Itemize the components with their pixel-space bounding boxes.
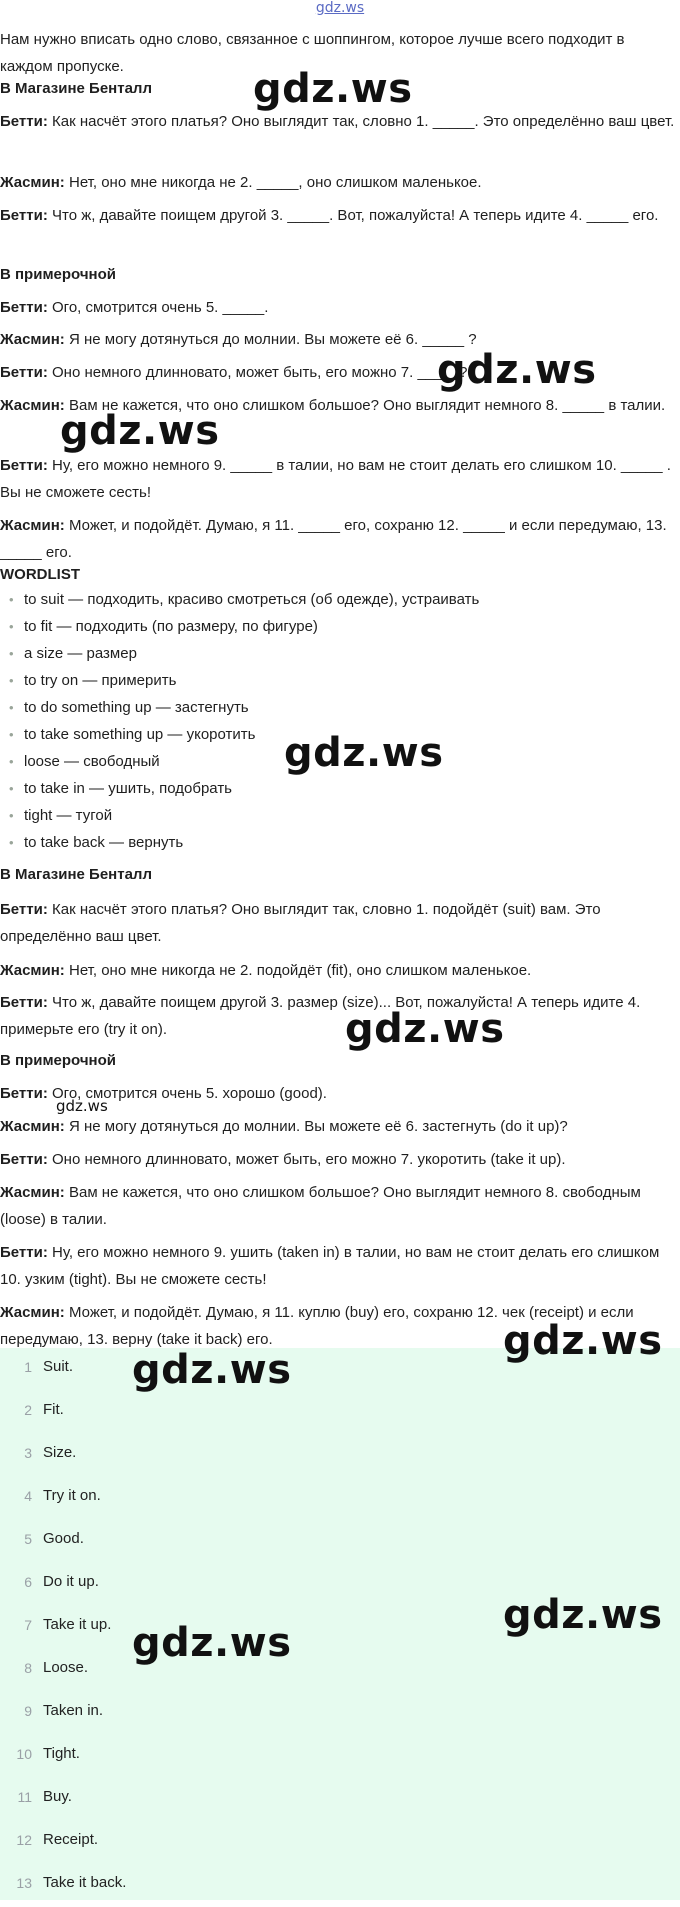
- answer-number: 10: [16, 1746, 32, 1762]
- answer-number: 9: [24, 1703, 32, 1719]
- answer-text: Take it up.: [43, 1616, 112, 1633]
- task-line: [0, 169, 676, 196]
- speaker-name: Бетти:: [0, 994, 48, 1011]
- answer-number: 4: [24, 1488, 32, 1504]
- watermark: gdz.ws: [253, 66, 413, 112]
- watermark: gdz.ws: [503, 1592, 663, 1638]
- line-text: Как насчёт этого платья? Оно выглядит так, словно 1. подойдёт (suit) вам. Это определённо ваш цвет.: [0, 901, 601, 945]
- task-line: [0, 108, 676, 135]
- speaker-name: Бетти:: [0, 1151, 48, 1168]
- answer-text: Suit.: [43, 1358, 74, 1375]
- solution-line: [0, 989, 676, 1043]
- speaker-name: Жасмин:: [0, 962, 65, 979]
- wordlist-item: • to suit — подходить, красиво смотреться (об одежде), устраивать: [0, 586, 680, 613]
- solution-line: [0, 896, 676, 950]
- line-text: Как насчёт этого платья? Оно выглядит так, словно 1. _____. Это определённо ваш цвет.: [47, 113, 675, 130]
- task-line: [0, 452, 676, 506]
- answer-text: Good.: [43, 1530, 84, 1547]
- speaker-name: Жасмин:: [0, 397, 65, 414]
- answer-text: Receipt.: [43, 1831, 99, 1848]
- answer-text: Loose.: [43, 1659, 89, 1676]
- speaker-name: Жасмин:: [0, 1304, 65, 1321]
- answer-text: Do it up.: [43, 1573, 99, 1590]
- line-text: Что ж, давайте поищем другой 3. размер (size)... Вот, пожалуйста! А теперь идите 4. примерьте его (try it on).: [0, 994, 641, 1038]
- speaker-name: Бетти:: [0, 299, 48, 316]
- watermark: gdz.ws: [132, 1620, 292, 1666]
- wordlist-item: • to fit — подходить (по размеру, по фигуре): [0, 613, 680, 640]
- watermark: gdz.ws: [60, 408, 220, 454]
- line-text: Я не могу дотянуться до молнии. Вы можете её 6. застегнуть (do it up)?: [64, 1118, 568, 1135]
- solution-line: [0, 1113, 676, 1140]
- answer-text: Try it on.: [43, 1487, 101, 1504]
- line-text: Что ж, давайте поищем другой 3. _____. Вот, пожалуйста! А теперь идите 4. _____ его.: [47, 207, 659, 224]
- watermark-small: gdz.ws: [56, 1097, 108, 1115]
- speaker-name: Жасмин:: [0, 1118, 65, 1135]
- answer-item: [0, 1391, 680, 1434]
- solution-line: [0, 1146, 676, 1173]
- line-text: Может, и подойдёт. Думаю, я 11. куплю (buy) его, сохраню 12. чек (receipt) и если передумаю, 13. верну (take it back) его.: [0, 1304, 634, 1348]
- answer-text: Take it back.: [43, 1874, 127, 1891]
- line-text: Может, и подойдёт. Думаю, я 11. _____ его, сохраню 12. _____ и если передумаю, 13. _____ его.: [0, 517, 667, 561]
- watermark: gdz.ws: [345, 1006, 505, 1052]
- answer-item: [0, 1649, 680, 1692]
- watermark: gdz.ws: [437, 347, 597, 393]
- task-line: [0, 512, 676, 566]
- wordlist-item: • tight — тугой: [0, 802, 680, 829]
- speaker-name: Жасмин:: [0, 517, 65, 534]
- answer-item: [0, 1520, 680, 1563]
- solution-line: [0, 1179, 676, 1233]
- speaker-name: Бетти:: [0, 207, 48, 224]
- line-text: Нет, оно мне никогда не 2. подойдёт (fit), оно слишком маленькое.: [64, 962, 532, 979]
- task-heading-fitting-room: В примерочной: [0, 266, 116, 283]
- line-text: Ну, его можно немного 9. _____ в талии, но вам не стоит делать его слишком 10. _____ . Вы не сможете сесть!: [0, 457, 671, 501]
- speaker-name: Бетти:: [0, 1085, 48, 1102]
- task-heading-store: В Магазине Бенталл: [0, 80, 152, 97]
- speaker-name: Бетти:: [0, 364, 48, 381]
- solution-line: [0, 957, 676, 984]
- answer-number: 6: [24, 1574, 32, 1590]
- answer-item: [0, 1735, 680, 1778]
- answer-number: 7: [24, 1617, 32, 1633]
- answer-number: 3: [24, 1445, 32, 1461]
- task-instruction: Нам нужно вписать одно слово, связанное с шоппингом, которое лучше всего подходит в каждом пропуске.: [0, 31, 625, 75]
- answer-number: 5: [24, 1531, 32, 1547]
- watermark: gdz.ws: [503, 1318, 663, 1364]
- answer-number: 1: [24, 1359, 32, 1375]
- wordlist-item: • to take something up — укоротить: [0, 721, 680, 748]
- answer-text: Fit.: [43, 1401, 64, 1418]
- answer-item: [0, 1434, 680, 1477]
- line-text: Вам не кажется, что оно слишком большое? Оно выглядит немного 8. _____ в талии.: [64, 397, 666, 414]
- wordlist-item: • loose — свободный: [0, 748, 680, 775]
- speaker-name: Бетти:: [0, 113, 48, 130]
- line-text: Вам не кажется, что оно слишком большое? Оно выглядит немного 8. свободным (loose) в талии.: [0, 1184, 641, 1228]
- speaker-name: Бетти:: [0, 1244, 48, 1261]
- answer-number: 8: [24, 1660, 32, 1676]
- wordlist-item: • to take in — ушить, подобрать: [0, 775, 680, 802]
- speaker-name: Жасмин:: [0, 331, 65, 348]
- answer-item: [0, 1864, 680, 1907]
- answer-text: Tight.: [43, 1745, 80, 1762]
- answer-number: 12: [16, 1832, 32, 1848]
- line-text: Оно немного длинновато, может быть, его можно 7. _____?: [47, 364, 468, 381]
- task-line: [0, 294, 676, 321]
- answer-item: [0, 1692, 680, 1735]
- wordlist-title: WORDLIST: [0, 566, 80, 583]
- line-text: Я не могу дотянуться до молнии. Вы можете её 6. _____ ?: [64, 331, 477, 348]
- answer-item: [0, 1821, 680, 1864]
- watermark: gdz.ws: [132, 1347, 292, 1393]
- wordlist-item: • to do something up — застегнуть: [0, 694, 680, 721]
- wordlist: [0, 586, 680, 856]
- solution-line: [0, 1239, 676, 1293]
- wordlist-item: • a size — размер: [0, 640, 680, 667]
- speaker-name: Жасмин:: [0, 1184, 65, 1201]
- answer-text: Taken in.: [43, 1702, 104, 1719]
- line-text: Оно немного длинновато, может быть, его можно 7. укоротить (take it up).: [47, 1151, 566, 1168]
- speaker-name: Жасмин:: [0, 174, 65, 191]
- answer-text: Buy.: [43, 1788, 72, 1805]
- site-logo-link[interactable]: gdz.ws: [315, 0, 365, 16]
- line-text: Ого, смотрится очень 5. хорошо (good).: [47, 1085, 327, 1102]
- solution-heading-store: В Магазине Бенталл: [0, 866, 152, 883]
- answer-text: Size.: [43, 1444, 77, 1461]
- line-text: Нет, оно мне никогда не 2. _____, оно слишком маленькое.: [64, 174, 482, 191]
- wordlist-item: • to take back — вернуть: [0, 829, 680, 856]
- line-text: Ого, смотрится очень 5. _____.: [47, 299, 269, 316]
- answer-item: [0, 1477, 680, 1520]
- line-text: Ну, его можно немного 9. ушить (taken in) в талии, но вам не стоит делать его слишком 10. узким (tight). Вы не сможете сесть!: [0, 1244, 660, 1288]
- answer-item: [0, 1778, 680, 1821]
- answer-number: 2: [24, 1402, 32, 1418]
- answer-number: 11: [17, 1789, 32, 1805]
- answer-number: 13: [16, 1875, 32, 1891]
- solution-heading-fitting-room: В примерочной: [0, 1052, 116, 1069]
- speaker-name: Бетти:: [0, 457, 48, 474]
- speaker-name: Бетти:: [0, 901, 48, 918]
- wordlist-item: • to try on — примерить: [0, 667, 680, 694]
- task-line: [0, 202, 676, 229]
- watermark: gdz.ws: [284, 730, 444, 776]
